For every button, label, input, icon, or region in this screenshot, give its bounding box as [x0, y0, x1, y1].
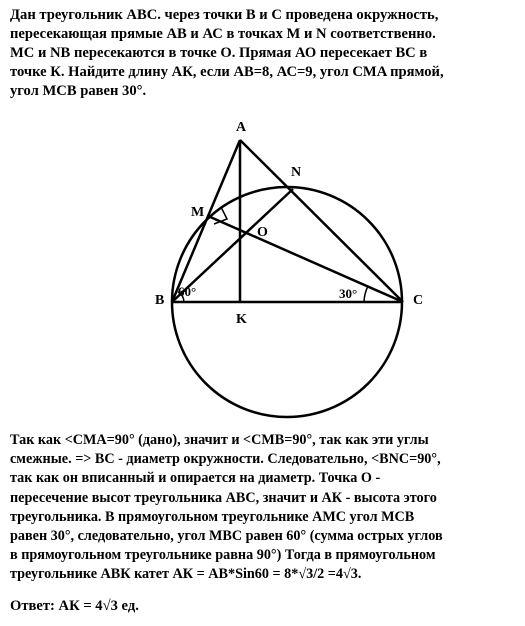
problem-line: Дан треугольник ABC. через точки В и С проведена окружность,	[10, 7, 439, 23]
angle-label-c: 30°	[339, 286, 358, 301]
solution-line: треугольника. В прямоугольном треугольнике AMC угол MCB	[10, 508, 415, 525]
problem-line: угол MCB равен 30°.	[10, 83, 147, 99]
solution-line: пересечение высот треугольника АВС, значит и АК - высота этого	[10, 489, 437, 506]
side-ac	[240, 140, 403, 302]
solution-line: равен 30°, следовательно, угол MBC равен 60° (сумма острых углов	[10, 528, 443, 545]
label-o: O	[257, 225, 268, 240]
label-a: A	[236, 120, 247, 135]
solution-line: смежные. => ВС - диаметр окружности. Следовательно, <BNC=90°,	[10, 451, 441, 468]
label-n: N	[291, 165, 302, 180]
solution-line: Так как <CMA=90° (дано), значит и <CMB=90°, так как эти углы	[10, 432, 429, 448]
solution-text	[10, 431, 518, 585]
problem-line: точке К. Найдите длину АК, если АВ=8, АС=9, угол CMA прямой,	[10, 64, 444, 80]
label-m: M	[191, 205, 205, 220]
solution-line: треугольнике АВК катет АК = АВ*Sin60 = 8*√3/2 =4√3.	[10, 566, 362, 583]
side-ab	[172, 140, 240, 302]
label-c: C	[413, 293, 424, 308]
problem-line: MC и NB пересекаются в точке О. Прямая АО пересекает ВС в	[10, 45, 428, 61]
solution-line: так как он вписанный и опирается на диаметр. Точка О -	[10, 470, 381, 487]
angle-label-b: 60°	[178, 284, 197, 299]
label-k: K	[236, 312, 247, 327]
angle-arc-c	[364, 286, 368, 302]
segment-mc	[208, 216, 403, 302]
answer-line: Ответ: АК = 4√3 ед.	[10, 598, 139, 614]
problem-line: пересекающая прямые АВ и АС в точках M и N соответственно.	[10, 26, 436, 42]
label-b: B	[155, 293, 165, 308]
solution-line: в прямоугольном треугольнике равна 90°) Тогда в прямоугольном	[10, 547, 436, 564]
